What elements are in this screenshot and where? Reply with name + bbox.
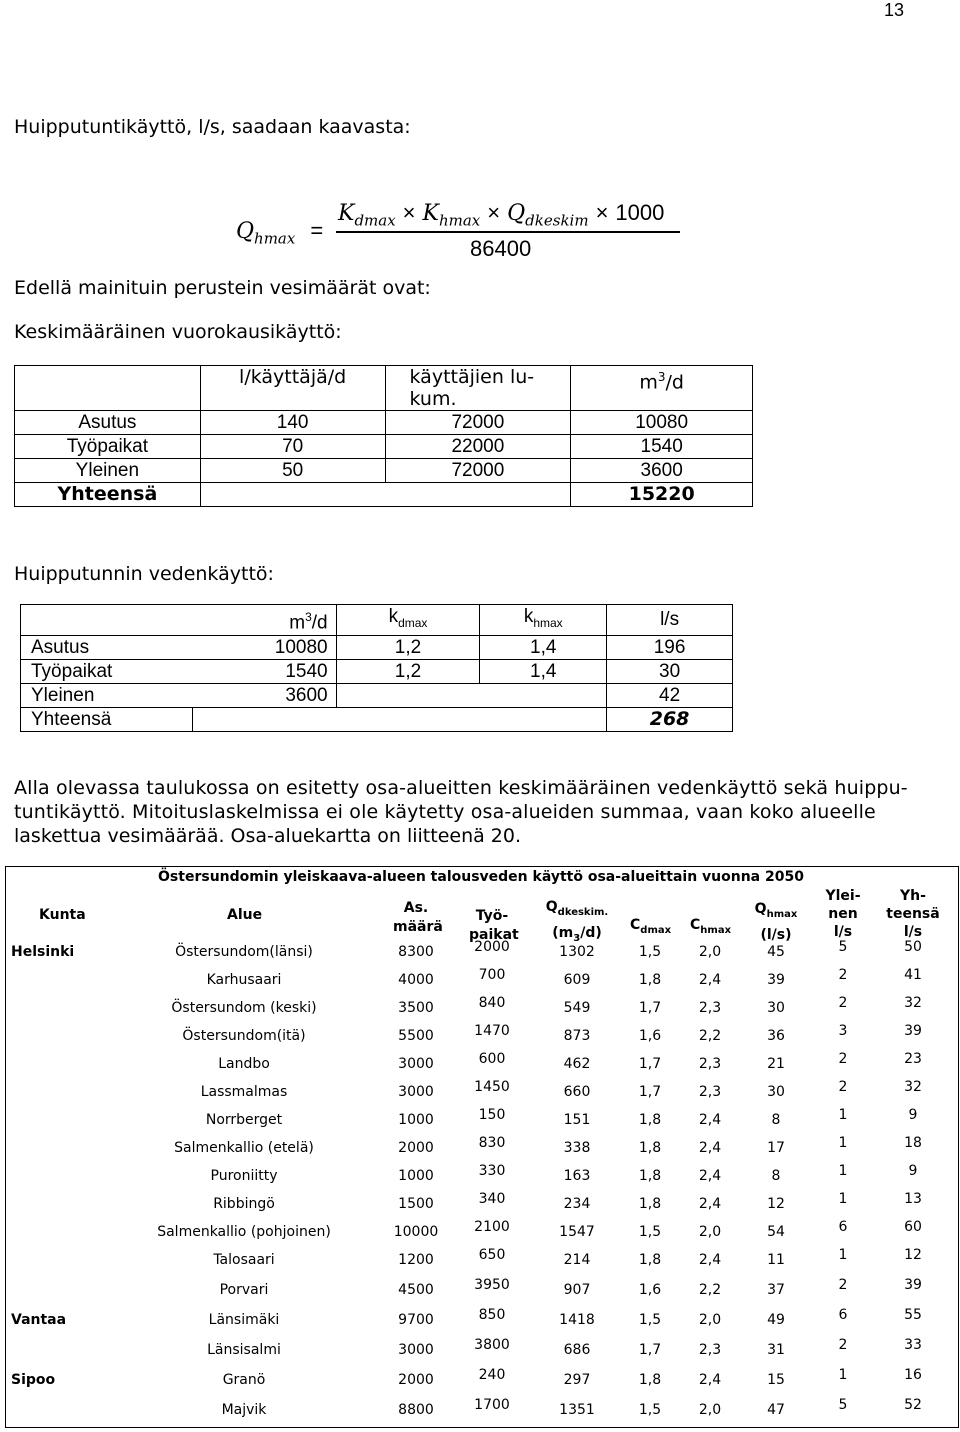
cell-alue: Salmenkallio (pohjoinen) (157, 1224, 331, 1240)
cell-alue: Norrberget (205, 1112, 283, 1128)
cell-q: 873 (563, 1028, 591, 1044)
cell-alue: Östersundom (keski) (171, 1000, 317, 1016)
table-row (6, 1337, 956, 1366)
cell-yl: 2 (838, 1277, 848, 1293)
cell-q: 214 (563, 1252, 591, 1268)
cell-tyo: 1450 (474, 1079, 510, 1095)
cell-yl: 6 (838, 1219, 848, 1235)
cell-ch: 2,4 (698, 972, 722, 988)
cell-tyo: 840 (478, 995, 506, 1011)
t2-header-kdmax: $k_{dmax}$ (336, 605, 480, 636)
t2-cell: 1,2 (336, 635, 480, 659)
t2-row-label: Asutus (21, 635, 193, 659)
t2-cell: 196 (607, 635, 733, 659)
cell-cd: 1,8 (638, 1140, 662, 1156)
cell-cd: 1,5 (638, 1402, 662, 1418)
cell-tyo: 650 (478, 1247, 506, 1263)
cell-qh: 49 (767, 1312, 785, 1328)
t1-total-label: Yhteensä (15, 483, 201, 507)
cell-ch: 2,4 (698, 1140, 722, 1156)
cell-tyo: 830 (478, 1135, 506, 1151)
cell-as: 8800 (398, 1402, 434, 1418)
cell-ch: 2,3 (698, 1056, 722, 1072)
cell-q: 1547 (559, 1224, 595, 1240)
cell-cd: 1,8 (638, 1196, 662, 1212)
cell-qh: 30 (767, 1084, 785, 1100)
subarea-table-title: Östersundomin yleiskaava-alueen talousveden käyttö osa-alueittain vuonna 2050 (158, 869, 804, 885)
cell-qh: 39 (767, 972, 785, 988)
cell-q: 338 (563, 1140, 591, 1156)
cell-q: 151 (563, 1112, 591, 1128)
cell-cd: 1,8 (638, 1168, 662, 1184)
peak-usage-heading: Huipputunnin vedenkäyttö: (14, 563, 274, 585)
cell-yh: 16 (904, 1367, 922, 1383)
t1-header-per-user: l/käyttäjä/d (200, 366, 385, 411)
cell-yl: 1 (838, 1247, 848, 1263)
cell-qh: 8 (771, 1112, 781, 1128)
cell-tyo: 340 (478, 1191, 506, 1207)
cell-tyo: 240 (478, 1367, 506, 1383)
municipality-helsinki: Helsinki (11, 944, 75, 960)
cell-yh: 60 (904, 1219, 922, 1235)
t2-header-khmax: $k_{hmax}$ (480, 605, 607, 636)
cell-qh: 17 (767, 1140, 785, 1156)
cell-q: 660 (563, 1084, 591, 1100)
table-row (6, 1191, 956, 1220)
table-row (6, 1079, 956, 1108)
cell-cd: 1,5 (638, 944, 662, 960)
cell-yh: 33 (904, 1337, 922, 1353)
t1-cell: 140 (200, 411, 385, 435)
cell-as: 4500 (398, 1282, 434, 1298)
formula-lhs: $Q_{hmax}$ = (236, 218, 324, 248)
cell-qh: 8 (771, 1168, 781, 1184)
cell-yl: 2 (838, 967, 848, 983)
cell-ch: 2,4 (698, 1112, 722, 1128)
cell-yl: 5 (838, 1397, 848, 1413)
t2-cell: 1,4 (480, 635, 607, 659)
t2-total-label: Yhteensä (21, 707, 193, 731)
cell-cd: 1,7 (638, 1342, 662, 1358)
table-row (6, 939, 956, 968)
t1-row-label: Asutus (15, 411, 201, 435)
subarea-table (5, 866, 959, 1428)
cell-q: 686 (563, 1342, 591, 1358)
cell-cd: 1,5 (638, 1312, 662, 1328)
t2-cell: 30 (607, 659, 733, 683)
t2-cell: 1,4 (480, 659, 607, 683)
formula-numerator: $K_{dmax} \times K_{hmax} \times Q_{dkeskim} \times 1000$ (338, 200, 665, 230)
col-header-qdkeskim: $Q_{dkeskim.}$ $(m_3/d)$ (545, 899, 609, 944)
cell-tyo: 3800 (474, 1337, 510, 1353)
cell-yl: 1 (838, 1191, 848, 1207)
cell-q: 907 (563, 1282, 591, 1298)
intro-text: Huipputuntikäyttö, l/s, saadaan kaavasta: (14, 116, 411, 138)
table-row (6, 1163, 956, 1192)
cell-yh: 39 (904, 1277, 922, 1293)
cell-tyo: 600 (478, 1051, 506, 1067)
cell-yh: 9 (908, 1107, 918, 1123)
table-row (6, 1051, 956, 1080)
fraction-line (336, 231, 680, 233)
cell-q: 462 (563, 1056, 591, 1072)
cell-tyo: 850 (478, 1307, 506, 1323)
formula-denominator: 86400 (470, 236, 532, 261)
cell-q: 549 (563, 1000, 591, 1016)
cell-cd: 1,8 (638, 972, 662, 988)
table-row (6, 1219, 956, 1248)
cell-qh: 31 (767, 1342, 785, 1358)
cell-ch: 2,0 (698, 1402, 722, 1418)
cell-alue: Puroniitty (210, 1168, 278, 1184)
t1-cell: 1540 (571, 435, 753, 459)
cell-cd: 1,7 (638, 1056, 662, 1072)
table-row (6, 967, 956, 996)
cell-alue: Karhusaari (206, 972, 282, 988)
t1-cell: 70 (200, 435, 385, 459)
cell-as: 3000 (398, 1342, 434, 1358)
t2-row-label: Työpaikat (21, 659, 193, 683)
table-row (6, 1397, 956, 1426)
cell-alue: Östersundom(länsi) (175, 944, 313, 960)
cell-yh: 55 (904, 1307, 922, 1323)
cell-yh: 39 (904, 1023, 922, 1039)
cell-as: 1000 (398, 1168, 434, 1184)
cell-ch: 2,2 (698, 1028, 722, 1044)
t1-row-label: Työpaikat (15, 435, 201, 459)
cell-as: 2000 (398, 1140, 434, 1156)
cell-cd: 1,6 (638, 1282, 662, 1298)
t2-cell (480, 683, 607, 707)
cell-q: 1351 (559, 1402, 595, 1418)
cell-alue: Länsimäki (208, 1312, 280, 1328)
cell-as: 3000 (398, 1056, 434, 1072)
cell-cd: 1,6 (638, 1028, 662, 1044)
table-row (6, 1277, 956, 1306)
cell-cd: 1,7 (638, 1000, 662, 1016)
cell-yl: 1 (838, 1107, 848, 1123)
cell-ch: 2,4 (698, 1372, 722, 1388)
cell-q: 1418 (559, 1312, 595, 1328)
cell-tyo: 330 (478, 1163, 506, 1179)
cell-yh: 41 (904, 967, 922, 983)
cell-cd: 1,7 (638, 1084, 662, 1100)
cell-tyo: 1700 (474, 1397, 510, 1413)
cell-yl: 1 (838, 1163, 848, 1179)
cell-qh: 21 (767, 1056, 785, 1072)
t1-cell: 3600 (571, 459, 753, 483)
cell-cd: 1,8 (638, 1112, 662, 1128)
col-header-qhmax: $Q_{hmax}$ (l/s) (754, 901, 798, 943)
cell-q: 609 (563, 972, 591, 988)
table-row (6, 1247, 956, 1276)
t2-header-empty (21, 605, 193, 636)
cell-alue: Lassmalmas (200, 1084, 288, 1100)
col-header-chmax: $C_{hmax}$ (690, 917, 732, 936)
cell-q: 297 (563, 1372, 591, 1388)
municipality-vantaa: Vantaa (11, 1312, 67, 1328)
cell-yl: 5 (838, 939, 848, 955)
cell-qh: 11 (767, 1252, 785, 1268)
t2-cell: 1540 (192, 659, 336, 683)
cell-as: 2000 (398, 1372, 434, 1388)
t2-cell: 10080 (192, 635, 336, 659)
cell-alue: Länsisalmi (207, 1342, 281, 1358)
cell-as: 3000 (398, 1084, 434, 1100)
col-header-yleinen: Ylei- nen l/s (825, 888, 861, 940)
t2-total-spacer (192, 707, 606, 731)
daily-usage-table (14, 365, 753, 507)
table-row (6, 1367, 956, 1396)
cell-qh: 37 (767, 1282, 785, 1298)
cell-alue: Majvik (221, 1402, 267, 1418)
cell-as: 5500 (398, 1028, 434, 1044)
cell-ch: 2,0 (698, 944, 722, 960)
cell-q: 234 (563, 1196, 591, 1212)
cell-tyo: 700 (478, 967, 506, 983)
cell-yl: 3 (838, 1023, 848, 1039)
cell-yl: 1 (838, 1135, 848, 1151)
peak-usage-table (20, 604, 733, 732)
table-row (6, 1307, 956, 1336)
cell-qh: 36 (767, 1028, 785, 1044)
cell-as: 1000 (398, 1112, 434, 1128)
cell-q: 1302 (559, 944, 595, 960)
cell-yh: 9 (908, 1163, 918, 1179)
values-intro: Edellä mainituin perustein vesimäärät ovat: (14, 277, 431, 299)
cell-yh: 13 (904, 1191, 922, 1207)
t2-cell: 42 (607, 683, 733, 707)
t1-total-value: 15220 (571, 483, 753, 507)
cell-ch: 2,4 (698, 1196, 722, 1212)
municipality-sipoo: Sipoo (11, 1372, 56, 1388)
cell-ch: 2,0 (698, 1224, 722, 1240)
subarea-rows (6, 867, 956, 1425)
t2-cell: 1,2 (336, 659, 480, 683)
cell-qh: 30 (767, 1000, 785, 1016)
t2-total-value: 268 (607, 707, 733, 731)
cell-as: 1200 (398, 1252, 434, 1268)
col-header-alue: Alue (227, 907, 263, 923)
cell-q: 163 (563, 1168, 591, 1184)
cell-tyo: 1470 (474, 1023, 510, 1039)
t1-cell: 72000 (385, 411, 571, 435)
col-header-tyopaikat: Työ- paikat (469, 908, 519, 943)
t2-row-label: Yleinen (21, 683, 193, 707)
cell-qh: 15 (767, 1372, 785, 1388)
cell-qh: 45 (767, 944, 785, 960)
cell-tyo: 2100 (474, 1219, 510, 1235)
cell-alue: Landbo (218, 1056, 270, 1072)
cell-yh: 52 (904, 1397, 922, 1413)
cell-as: 10000 (393, 1224, 439, 1240)
cell-yl: 2 (838, 995, 848, 1011)
cell-as: 8300 (398, 944, 434, 960)
cell-alue: Granö (222, 1372, 266, 1388)
t1-header-users: käyttäjien lu- kum. (385, 366, 571, 411)
col-header-cdmax: $C_{dmax}$ (630, 917, 672, 936)
t1-cell: 72000 (385, 459, 571, 483)
cell-yl: 2 (838, 1051, 848, 1067)
cell-tyo: 2000 (474, 939, 510, 955)
t1-cell: 50 (200, 459, 385, 483)
page-number: 13 (883, 0, 904, 20)
col-header-yhteensa: Yh- teensä l/s (886, 888, 940, 940)
table-row (6, 995, 956, 1024)
t2-header-m3d: $m^3/d$ (192, 605, 336, 636)
t1-total-spacer (200, 483, 571, 507)
cell-qh: 12 (767, 1196, 785, 1212)
cell-cd: 1,8 (638, 1372, 662, 1388)
t1-header-m3d: $m^3/d$ (571, 366, 753, 411)
cell-cd: 1,8 (638, 1252, 662, 1268)
cell-ch: 2,4 (698, 1168, 722, 1184)
cell-alue: Östersundom(itä) (182, 1028, 306, 1044)
table-row (6, 1107, 956, 1136)
body-line-1: Alla olevassa taulukossa on esitetty osa-alueitten keskimääräinen vedenkäyttö sekä huippu- (14, 777, 908, 799)
cell-alue: Ribbingö (213, 1196, 275, 1212)
cell-cd: 1,5 (638, 1224, 662, 1240)
cell-ch: 2,4 (698, 1252, 722, 1268)
cell-alue: Talosaari (213, 1252, 275, 1268)
t1-header-empty (15, 366, 201, 411)
cell-yh: 50 (904, 939, 922, 955)
table-row (6, 1023, 956, 1052)
cell-ch: 2,3 (698, 1342, 722, 1358)
cell-ch: 2,0 (698, 1312, 722, 1328)
t1-cell: 22000 (385, 435, 571, 459)
cell-alue: Porvari (219, 1282, 269, 1298)
cell-yl: 6 (838, 1307, 848, 1323)
cell-tyo: 3950 (474, 1277, 510, 1293)
cell-as: 4000 (398, 972, 434, 988)
table-row (6, 1135, 956, 1164)
cell-yl: 1 (838, 1367, 848, 1383)
cell-as: 9700 (398, 1312, 434, 1328)
cell-ch: 2,2 (698, 1282, 722, 1298)
cell-as: 1500 (398, 1196, 434, 1212)
cell-qh: 54 (767, 1224, 785, 1240)
body-line-2: tuntikäyttö. Mitoituslaskelmissa ei ole käytetty osa-alueiden summaa, vaan koko alueelle (14, 801, 876, 823)
cell-ch: 2,3 (698, 1084, 722, 1100)
cell-alue: Salmenkallio (etelä) (174, 1140, 314, 1156)
cell-ch: 2,3 (698, 1000, 722, 1016)
body-line-3: laskettua vesimäärää. Osa-aluekartta on liitteenä 20. (14, 825, 522, 847)
cell-yl: 2 (838, 1337, 848, 1353)
t2-header-ls: l/s (607, 605, 733, 636)
cell-yh: 32 (904, 995, 922, 1011)
col-header-kunta: Kunta (39, 907, 86, 923)
cell-yh: 32 (904, 1079, 922, 1095)
t2-cell: 3600 (192, 683, 336, 707)
t2-cell (336, 683, 480, 707)
cell-yl: 2 (838, 1079, 848, 1095)
cell-tyo: 150 (478, 1107, 506, 1123)
cell-yh: 23 (904, 1051, 922, 1067)
cell-yh: 12 (904, 1247, 922, 1263)
cell-qh: 47 (767, 1402, 785, 1418)
cell-yh: 18 (904, 1135, 922, 1151)
col-header-as: As. määrä (393, 900, 443, 935)
daily-usage-heading: Keskimääräinen vuorokausikäyttö: (14, 321, 342, 343)
t1-cell: 10080 (571, 411, 753, 435)
t1-row-label: Yleinen (15, 459, 201, 483)
cell-as: 3500 (398, 1000, 434, 1016)
